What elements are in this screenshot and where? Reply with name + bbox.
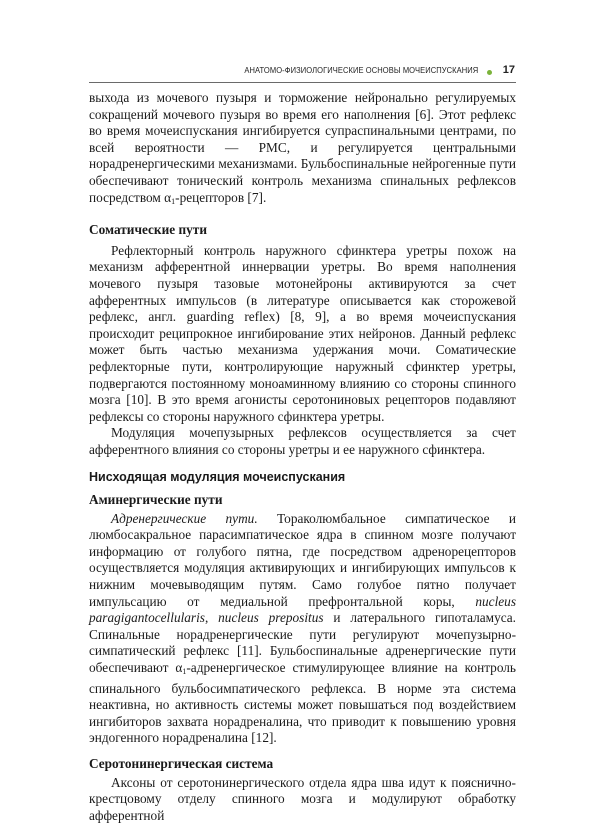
section-heading-descending-modulation: Нисходящая модуляция мочеиспускания xyxy=(89,470,346,485)
paragraph-modulation: Модуляция мочепузырных рефлексов осуществляется за счет афферентного влияния со стороны уретры и ее наружного сфинктера. xyxy=(89,425,516,457)
subheading-serotonergic-system: Серотонинергическая система xyxy=(89,755,274,771)
subheading-aminergic-pathways: Аминергические пути xyxy=(89,492,223,508)
paragraph-adrenergic xyxy=(89,511,516,747)
paragraph-somatic-reflex: Рефлекторный контроль наружного сфинктера уретры похож на механизм афферентной иннервации уретры. Во время наполнения мочевого пузыря тазовые мотонейроны активируются за счет афферентных импульсов (в литературе описывается как сторожевой рефлекс, англ. guarding reflex) [8, 9], а во время мочеиспускания происходит реципрокное ингибирование этих нейронов. Данный рефлекс может быть частью механизма удержания мочи. Соматические рефлекторные пути, контролирующие наружный сфинктер уретры, подвергаются постоянному моноаминному влиянию со стороны спинного мозга [10]. В это время агонисты серотониновых рецепторов подавляют рефлексы со стороны наружного сфинктера уретры. xyxy=(89,242,516,424)
text-run: -рецепторов [7]. xyxy=(175,189,267,205)
subscript: 1 xyxy=(171,196,176,206)
text-run: -адренергическое стимулирующее влияние на контроль спинального бульбосимпатического рефлекса. В норме эта система неактивна, но активность системы может повышаться под воздействием ингибиторов захвата норадреналина, что приводит к повышению уровня эндогенного норадреналина [12]. xyxy=(89,660,516,746)
paragraph-serotonergic: Аксоны от серотонинергического отдела ядра шва идут к пояснично-крестцовому отделу спинного мозга и модулируют обработку афферентной xyxy=(89,774,516,823)
latin-term: nucleus paragigantocellularis xyxy=(89,593,516,626)
text-run: выхода из мочевого пузыря и торможение нейронально регулируемых сокращений мочевого пузыря во время его наполнения [6]. Этот рефлекс во время мочеиспускания ингибируется супраспинальными центрами, по всей вероятности — PMC, и регулируется центральными норадренергическими механизмами. Бульбоспинальные нейрогенные пути обеспечивают тонический контроль механизма спинальных рефлексов посредством α xyxy=(89,90,516,205)
running-header-title: АНАТОМО-ФИЗИОЛОГИЧЕСКИЕ ОСНОВЫ МОЧЕИСПУСКАНИЯ xyxy=(244,66,478,75)
page-number: 17 xyxy=(502,64,515,76)
text-run: и латерального гипоталамуса. Спинальные норадренергические пути регулируют мочепузырно-симпатический рефлекс [11]. Бульбоспинальные адренергические пути обеспечивают α xyxy=(89,610,517,675)
running-header xyxy=(89,63,516,83)
italic-lead: Адренергические пути. xyxy=(111,510,258,526)
text-run: Тораколюмбальное симпатическое и люмбосакральное парасимпатическое ядра в спинном мозге получают информацию от голубого пятна, где посредством адренорецепторов осуществляется модуляция активирующих и ингибирующих импульсов к нижним мочевыводящим путям. Само голубое пятно получает импульсацию от медиальной префронтальной коры, xyxy=(89,510,517,609)
subheading-somatic-pathways: Соматические пути xyxy=(89,222,207,238)
subscript: 1 xyxy=(182,667,187,676)
bullet-dot-icon xyxy=(487,70,492,75)
text-run: , xyxy=(204,610,219,626)
paragraph-continued xyxy=(89,90,516,210)
latin-term: nucleus prepositus xyxy=(218,610,324,626)
page-body xyxy=(89,90,516,824)
